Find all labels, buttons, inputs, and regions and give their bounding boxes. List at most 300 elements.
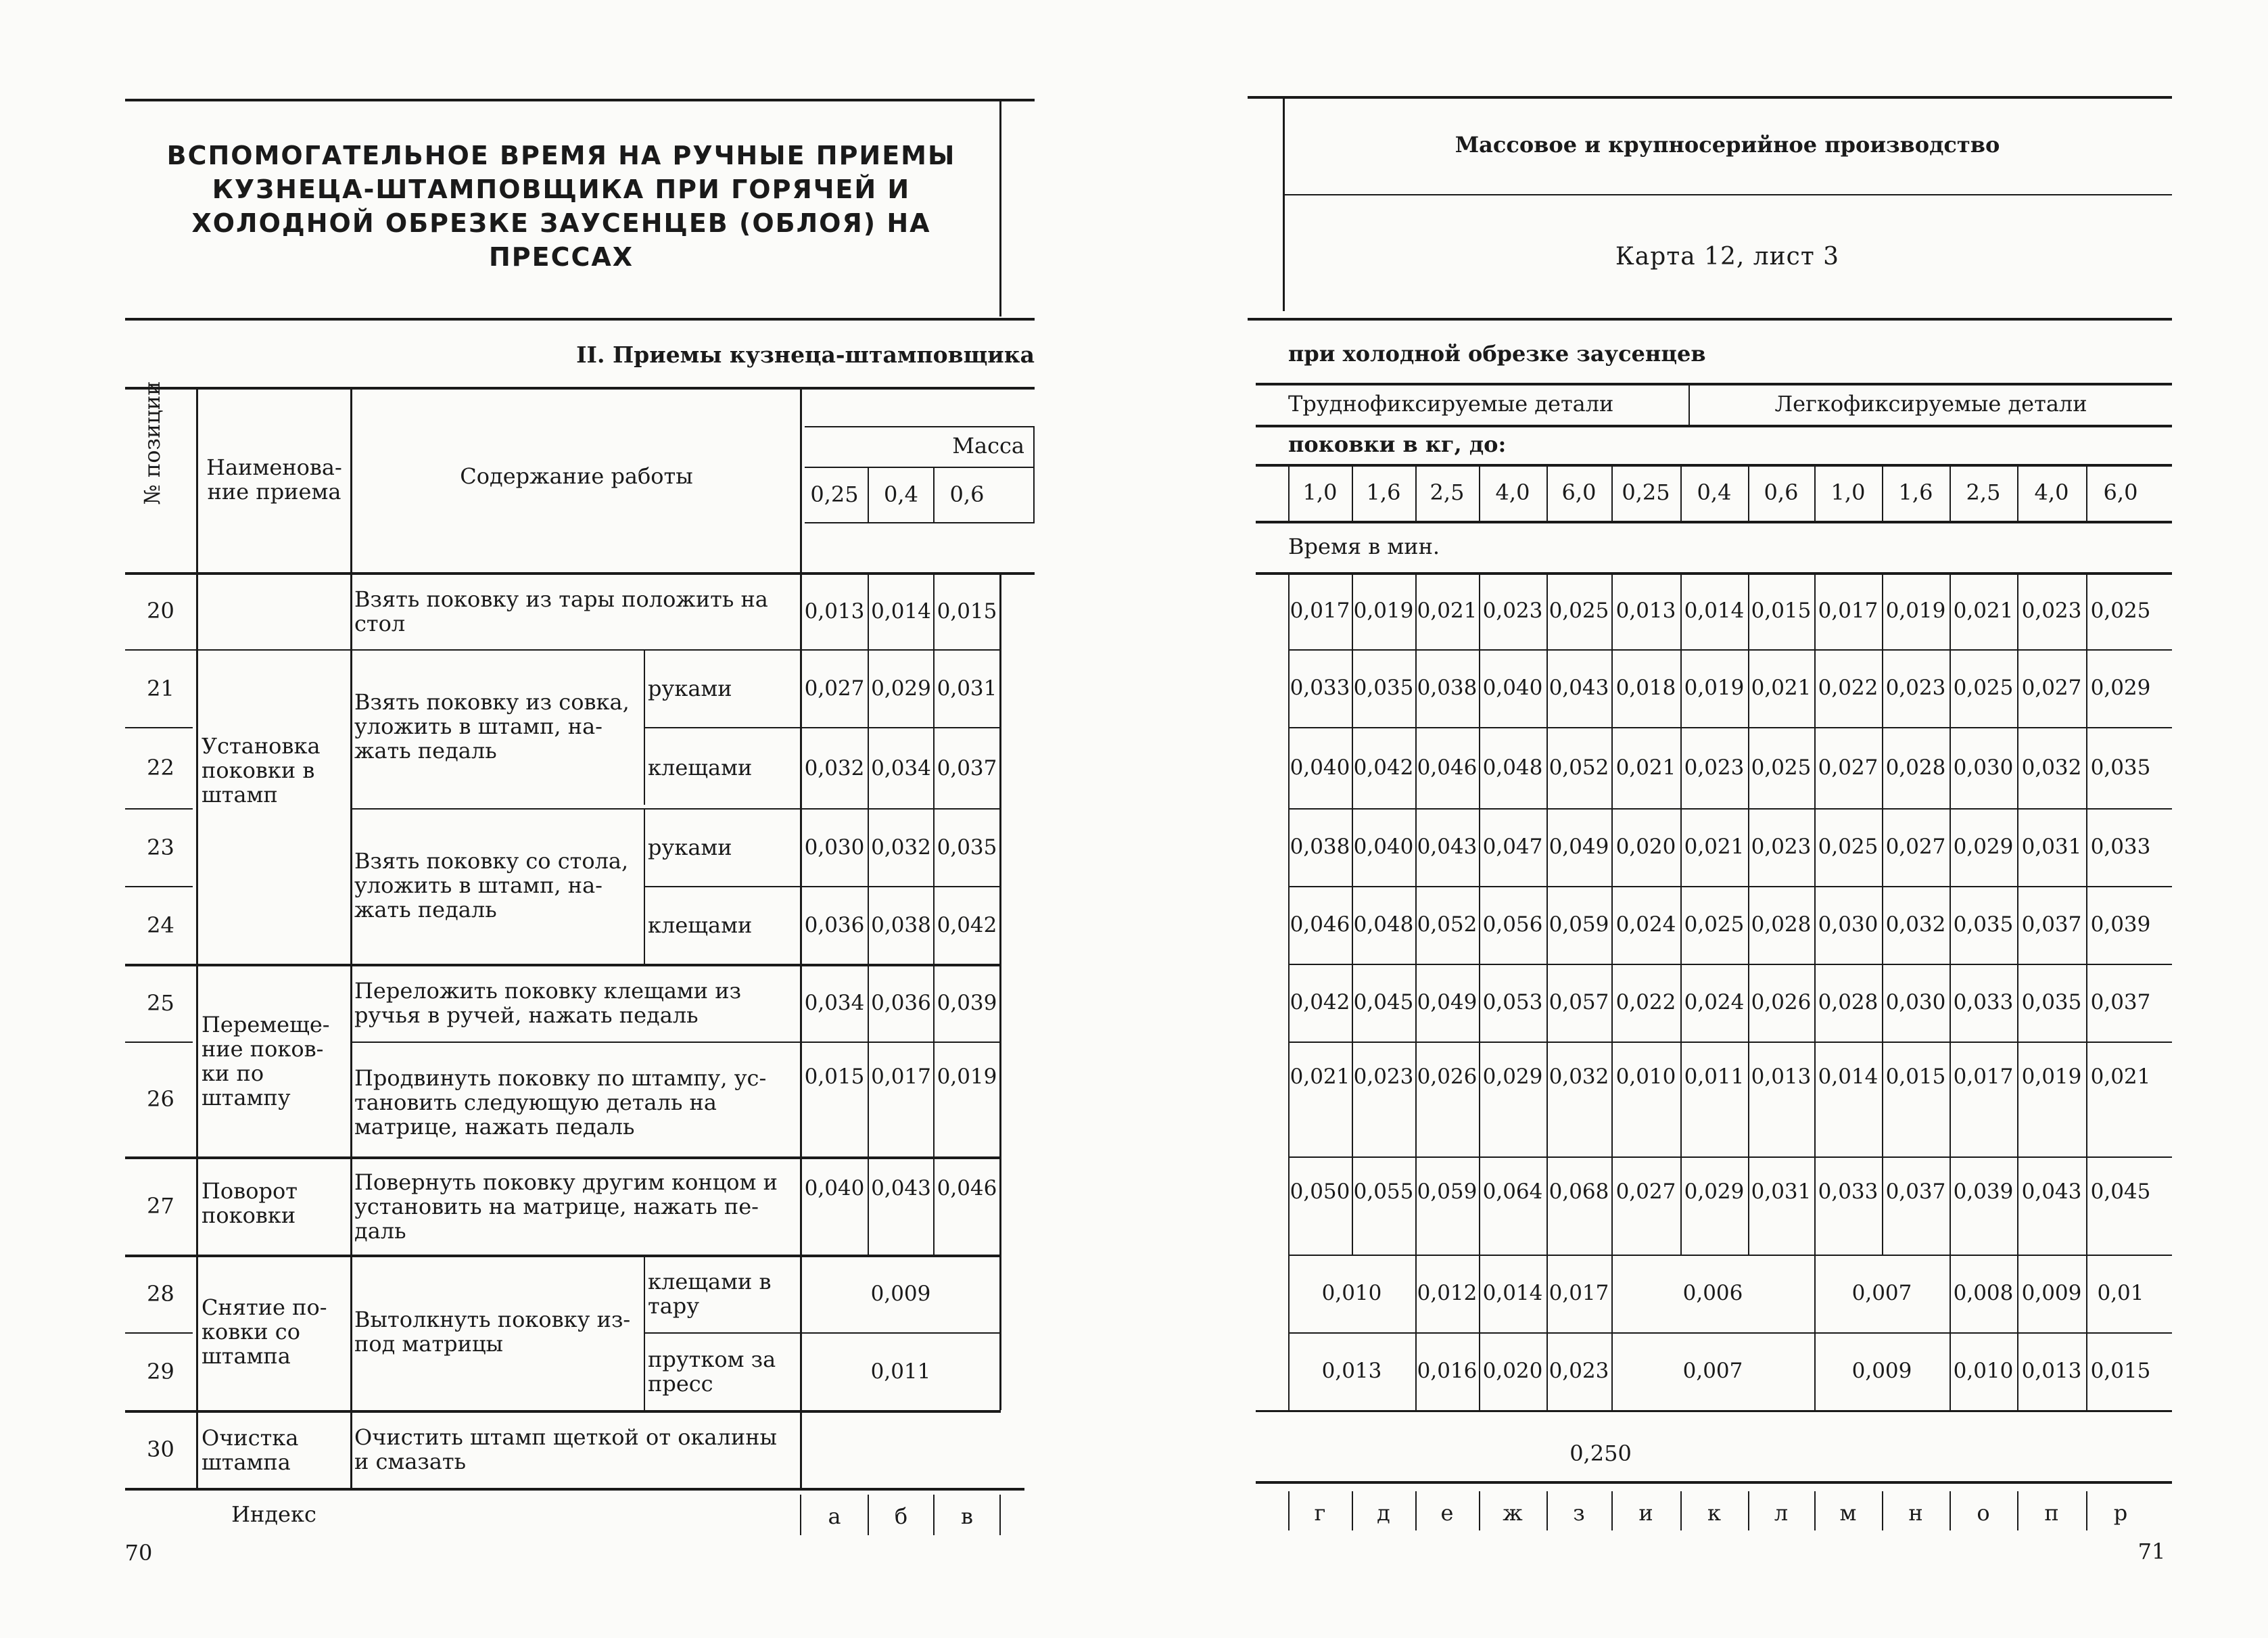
- time-value: 0,038: [1290, 835, 1350, 860]
- time-value: 0,050: [1290, 1179, 1350, 1204]
- col-rule: [1546, 964, 1548, 1042]
- col-rule: [644, 808, 645, 964]
- time-value: 0,046: [1290, 912, 1350, 937]
- time-value: 0,018: [1615, 676, 1676, 701]
- col-rule: [2017, 1255, 2018, 1332]
- col-rule: [999, 572, 1001, 1410]
- index-rule: [1288, 1491, 1290, 1530]
- time-value: 0,009: [1851, 1359, 1912, 1384]
- time-value: 0,021: [1290, 1064, 1350, 1089]
- time-value: 0,020: [1482, 1359, 1543, 1384]
- index-rule: [999, 1495, 1001, 1535]
- col-rule: [1814, 964, 1816, 1042]
- work-content: Продвинуть поковку по штампу, ус-тановить следующую деталь на матрице, нажать педаль: [354, 1065, 767, 1140]
- method: прутком за пресс: [648, 1347, 776, 1397]
- header-top-rule: [1248, 96, 2172, 99]
- col-rule: [1748, 964, 1749, 1042]
- col-rule: [1680, 465, 1682, 521]
- time-value: 0,030: [1953, 755, 2014, 780]
- time-value: 0,009: [2021, 1281, 2082, 1306]
- time-value: 0,040: [1353, 835, 1414, 860]
- method: клещами: [648, 755, 753, 781]
- index-letter: д: [1377, 1500, 1390, 1526]
- col-rule: [1611, 1156, 1613, 1255]
- position-number: 29: [147, 1358, 174, 1384]
- col-rule: [1950, 727, 1951, 808]
- mass-value: 0,6: [949, 482, 985, 508]
- col-rule: [1415, 808, 1417, 886]
- time-value: 0,037: [937, 755, 997, 780]
- time-value: 0,037: [2090, 990, 2151, 1015]
- time-value: 0,043: [1549, 676, 1609, 701]
- time-label: Время в мин.: [1288, 534, 1440, 560]
- col-rule: [933, 572, 935, 1255]
- mass-header-value: 0,4: [1697, 479, 1732, 506]
- time-value: 0,047: [1482, 835, 1543, 860]
- time-value: 0,045: [2090, 1179, 2151, 1204]
- col-rule: [1680, 964, 1682, 1042]
- group-easy: Легкофиксируемые детали: [1774, 391, 2087, 417]
- col-rule: [2086, 727, 2087, 808]
- col-rule: [1546, 1255, 1548, 1332]
- method: клещами в тару: [648, 1269, 772, 1319]
- position-number: 23: [147, 834, 174, 860]
- time-value: 0,021: [1684, 835, 1745, 860]
- col-rule: [1882, 465, 1883, 521]
- mass-header-value: 1,0: [1302, 479, 1338, 506]
- time-value: 0,025: [1549, 598, 1609, 623]
- col-rule: [1950, 1332, 1951, 1410]
- col-rule: [196, 387, 198, 1488]
- time-value: 0,023: [1353, 1064, 1414, 1089]
- method: руками: [648, 834, 732, 860]
- technique-name: Очистка штампа: [202, 1425, 299, 1475]
- col-rule: [2086, 886, 2087, 964]
- col-rule: [2086, 1255, 2087, 1332]
- section-title: II. Приемы кузнеца-штамповщика: [576, 341, 1035, 368]
- col-rule: [1288, 886, 1290, 964]
- position-number: 26: [147, 1086, 174, 1113]
- col-rule: [1680, 886, 1682, 964]
- col-rule: [1546, 572, 1548, 649]
- time-value: 0,021: [2090, 1064, 2151, 1089]
- work-content: Вытолкнуть поковку из-под матрицы: [354, 1307, 631, 1357]
- col-rule: [1288, 964, 1290, 1042]
- time-value: 0,023: [1751, 835, 1812, 860]
- time-value: 0,048: [1482, 755, 1543, 780]
- method: руками: [648, 675, 732, 701]
- position-number: 22: [147, 755, 174, 781]
- col-rule: [933, 467, 935, 522]
- merged-time-value: 0,011: [870, 1359, 931, 1384]
- col-rule: [1352, 886, 1353, 964]
- time-value: 0,027: [1885, 835, 1946, 860]
- group-hard: Труднофиксируемые детали: [1288, 391, 1614, 417]
- col-rule: [1479, 1255, 1480, 1332]
- table-bottom-rule: [125, 1488, 1024, 1491]
- col-rule: [1950, 886, 1951, 964]
- time-value: 0,016: [1417, 1359, 1478, 1384]
- col-rule: [1288, 465, 1290, 521]
- time-value: 0,026: [1751, 990, 1812, 1015]
- subtitle: при холодной обрезке заусенцев: [1288, 341, 1706, 367]
- time-value: 0,023: [1684, 755, 1745, 780]
- col-rule: [1814, 572, 1816, 649]
- col-rule: [1479, 1332, 1480, 1410]
- row-rule: [125, 1410, 1001, 1413]
- time-value: 0,013: [1321, 1359, 1382, 1384]
- position-number: 24: [147, 912, 174, 938]
- time-value: 0,01: [2097, 1281, 2144, 1306]
- col-rule: [1882, 1156, 1883, 1255]
- technique-name: Установка поковки в штамп: [202, 733, 321, 808]
- work-content: Взять поковку из тары положить на стол: [354, 586, 768, 636]
- time-value: 0,029: [871, 676, 931, 701]
- col-rule: [2017, 572, 2018, 649]
- index-rule: [1882, 1491, 1883, 1530]
- time-value: 0,040: [804, 1175, 865, 1200]
- time-value: 0,046: [1417, 755, 1478, 780]
- index-letter: е: [1440, 1500, 1454, 1526]
- time-value: 0,059: [1549, 912, 1609, 937]
- col-rule: [2086, 964, 2087, 1042]
- time-value: 0,022: [1615, 990, 1676, 1015]
- index-letter: и: [1638, 1500, 1653, 1526]
- col-rule: [1611, 886, 1613, 964]
- time-value: 0,027: [2021, 676, 2082, 701]
- col-rule: [1882, 727, 1883, 808]
- col-rule: [350, 387, 352, 1488]
- index-rule: [1415, 1491, 1417, 1530]
- time-value: 0,028: [1885, 755, 1946, 780]
- time-value: 0,015: [2090, 1359, 2151, 1384]
- time-value: 0,017: [1953, 1064, 2014, 1089]
- time-value: 0,010: [1953, 1359, 2014, 1384]
- col-rule: [1415, 465, 1417, 521]
- time-value: 0,012: [1417, 1281, 1478, 1306]
- col-rule: [1479, 1042, 1480, 1156]
- work-content: Взять поковку из совка, уложить в штамп, на-жать педаль: [354, 689, 630, 764]
- index-letter: н: [1908, 1500, 1923, 1526]
- time-value: 0,007: [1851, 1281, 1912, 1306]
- col-rule: [1352, 572, 1353, 649]
- mass-header-value: 2,5: [1966, 479, 2001, 506]
- col-rule: [1288, 1255, 1290, 1332]
- title-top-rule: [125, 99, 1035, 101]
- time-value: 0,025: [1684, 912, 1745, 937]
- col-rule: [1611, 572, 1613, 649]
- col-rule: [1479, 1156, 1480, 1255]
- row30-value: 0,250: [1569, 1441, 1632, 1467]
- mass-header-value: 1,6: [1366, 479, 1401, 506]
- time-value: 0,030: [1885, 990, 1946, 1015]
- time-value: 0,033: [2090, 835, 2151, 860]
- time-value: 0,015: [804, 1064, 865, 1089]
- index-letter: г: [1314, 1500, 1326, 1526]
- time-value: 0,032: [804, 755, 865, 780]
- time-value: 0,068: [1549, 1179, 1609, 1204]
- time-value: 0,049: [1549, 835, 1609, 860]
- merged-time-value: 0,009: [870, 1282, 931, 1307]
- col-rule: [1546, 808, 1548, 886]
- col-rule: [1479, 886, 1480, 964]
- col-rule: [1611, 1042, 1613, 1156]
- col-rule: [1748, 1042, 1749, 1156]
- col-rule: [1882, 808, 1883, 886]
- col-rule: [1680, 1042, 1682, 1156]
- col-rule: [1680, 727, 1682, 808]
- col-rule: [1950, 572, 1951, 649]
- index-letter: п: [2044, 1500, 2059, 1526]
- technique-name: Перемеще-ние поков-ки по штампу: [202, 1012, 330, 1110]
- col-rule: [1479, 465, 1480, 521]
- time-value: 0,029: [1482, 1064, 1543, 1089]
- header-bottom-rule: [1248, 318, 2172, 321]
- col-rule: [2017, 886, 2018, 964]
- position-number: 30: [147, 1436, 174, 1462]
- index-rule: [868, 1495, 869, 1535]
- col-rule: [1814, 1255, 1816, 1332]
- index-rule: [2017, 1491, 2018, 1530]
- time-value: 0,017: [871, 1064, 931, 1089]
- col-rule: [2086, 808, 2087, 886]
- col-rule: [1546, 1332, 1548, 1410]
- time-value: 0,037: [2021, 912, 2082, 937]
- index-letter: а: [828, 1503, 841, 1530]
- mass-value: 0,25: [810, 482, 859, 508]
- time-value: 0,043: [871, 1175, 931, 1200]
- col-rule: [1288, 649, 1290, 727]
- col-rule: [1950, 1255, 1951, 1332]
- col-rule: [1288, 572, 1290, 649]
- time-value: 0,037: [1885, 1179, 1946, 1204]
- index-letter: б: [894, 1503, 908, 1530]
- time-value: 0,019: [1353, 598, 1414, 623]
- col-rule: [1814, 1156, 1816, 1255]
- title-bottom-rule: [125, 318, 1035, 321]
- page-title: ВСПОМОГАТЕЛЬНОЕ ВРЕМЯ НА РУЧНЫЕ ПРИЕМЫ КУЗНЕЦА-ШТАМПОВЩИКА ПРИ ГОРЯЧЕЙ И ХОЛОДНОЙ ОБРЕЗКЕ ЗАУСЕНЦЕВ (ОБЛОЯ) НА ПРЕССАХ: [166, 140, 956, 273]
- time-value: 0,042: [1290, 990, 1350, 1015]
- col-rule: [868, 572, 869, 1255]
- time-value: 0,040: [1290, 755, 1350, 780]
- page-number: 70: [124, 1540, 153, 1566]
- time-value: 0,043: [2021, 1179, 2082, 1204]
- mass-header-value: 0,6: [1764, 479, 1799, 506]
- index-rule: [1814, 1491, 1816, 1530]
- time-value: 0,027: [1615, 1179, 1676, 1204]
- time-value: 0,019: [937, 1064, 997, 1089]
- col-rule: [1546, 649, 1548, 727]
- col-rule: [1288, 1156, 1290, 1255]
- index-letter: р: [2113, 1500, 2128, 1526]
- col-rule: [1352, 465, 1353, 521]
- index-rule: [1546, 1491, 1548, 1530]
- header-mid-rule: [1283, 194, 2172, 195]
- col-rule: [1415, 1156, 1417, 1255]
- col-rule: [2086, 1042, 2087, 1156]
- col-rule: [2017, 1042, 2018, 1156]
- time-value: 0,014: [1684, 598, 1745, 623]
- index-letter: ж: [1503, 1500, 1523, 1526]
- index-letter: о: [1977, 1500, 1990, 1526]
- col-rule: [1288, 1042, 1290, 1156]
- col-rule: [2017, 465, 2018, 521]
- mass-header-value: 1,6: [1898, 479, 1933, 506]
- position-number: 27: [147, 1192, 174, 1219]
- header-position: № позиции: [139, 381, 165, 505]
- time-value: 0,034: [871, 755, 931, 780]
- col-rule: [1479, 727, 1480, 808]
- col-rule: [1950, 964, 1951, 1042]
- time-value: 0,008: [1953, 1281, 2014, 1306]
- production-type: Массовое и крупносерийное производство: [1455, 132, 2000, 158]
- time-value: 0,025: [2090, 598, 2151, 623]
- time-value: 0,045: [1353, 990, 1414, 1015]
- col-rule: [1546, 1156, 1548, 1255]
- col-rule: [1546, 886, 1548, 964]
- time-value: 0,032: [1549, 1064, 1609, 1089]
- right-page: [1134, 0, 2268, 1638]
- time-value: 0,059: [1417, 1179, 1478, 1204]
- time-value: 0,033: [1953, 990, 2014, 1015]
- time-value: 0,023: [1482, 598, 1543, 623]
- time-value: 0,026: [1417, 1064, 1478, 1089]
- mass-bottom-rule: [805, 522, 1035, 523]
- index-rule: [1680, 1491, 1682, 1530]
- index-letter: к: [1707, 1500, 1721, 1526]
- mass-header-value: 1,0: [1830, 479, 1866, 506]
- col-rule: [1546, 727, 1548, 808]
- col-rule: [1546, 1042, 1548, 1156]
- col-rule: [1611, 465, 1613, 521]
- time-value: 0,021: [1751, 676, 1812, 701]
- time-value: 0,014: [871, 599, 931, 624]
- time-value: 0,042: [937, 913, 997, 938]
- col-rule: [1479, 649, 1480, 727]
- index-rule: [1950, 1491, 1951, 1530]
- time-value: 0,015: [1751, 598, 1812, 623]
- time-value: 0,035: [2021, 990, 2082, 1015]
- col-rule: [1882, 886, 1883, 964]
- col-rule: [1814, 808, 1816, 886]
- time-value: 0,033: [1290, 676, 1350, 701]
- work-content: Взять поковку со стола, уложить в штамп, на-жать педаль: [354, 848, 629, 922]
- col-rule: [1415, 1332, 1417, 1410]
- time-value: 0,029: [1684, 1179, 1745, 1204]
- index-rule: [1352, 1491, 1353, 1530]
- col-rule: [1415, 1042, 1417, 1156]
- time-value: 0,048: [1353, 912, 1414, 937]
- time-value: 0,027: [1818, 755, 1879, 780]
- col-rule: [1546, 465, 1548, 521]
- col-rule: [1748, 727, 1749, 808]
- col-rule: [1479, 808, 1480, 886]
- col-rule: [1680, 649, 1682, 727]
- position-number: 25: [147, 989, 174, 1016]
- time-value: 0,046: [937, 1175, 997, 1200]
- time-value: 0,032: [2021, 755, 2082, 780]
- time-value: 0,032: [871, 835, 931, 860]
- time-value: 0,023: [1549, 1359, 1609, 1384]
- time-value: 0,030: [1818, 912, 1879, 937]
- col-rule: [1814, 886, 1816, 964]
- time-value: 0,049: [1417, 990, 1478, 1015]
- time-value: 0,027: [804, 676, 865, 701]
- time-value: 0,035: [1953, 912, 2014, 937]
- time-value: 0,035: [1353, 676, 1414, 701]
- technique-name: Снятие по-ковки со штампа: [202, 1294, 327, 1369]
- col-rule: [1352, 964, 1353, 1042]
- col-rule: [1352, 649, 1353, 727]
- col-rule: [1950, 649, 1951, 727]
- time-value: 0,015: [937, 599, 997, 624]
- position-number: 21: [147, 675, 174, 701]
- time-value: 0,052: [1417, 912, 1478, 937]
- time-value: 0,056: [1482, 912, 1543, 937]
- col-rule: [2017, 808, 2018, 886]
- time-value: 0,040: [1482, 676, 1543, 701]
- col-rule: [1611, 964, 1613, 1042]
- time-value: 0,029: [2090, 676, 2151, 701]
- col-rule: [1611, 1332, 1613, 1410]
- time-value: 0,013: [1615, 598, 1676, 623]
- time-value: 0,015: [1885, 1064, 1946, 1089]
- col-rule: [1288, 808, 1290, 886]
- index-rule: [1479, 1491, 1480, 1530]
- time-value: 0,036: [871, 991, 931, 1016]
- method: клещами: [648, 912, 753, 938]
- time-value: 0,017: [1549, 1281, 1609, 1306]
- col-rule: [1415, 727, 1417, 808]
- time-value: 0,021: [1953, 598, 2014, 623]
- time-value: 0,013: [804, 599, 865, 624]
- time-value: 0,010: [1615, 1064, 1676, 1089]
- col-rule: [1352, 727, 1353, 808]
- index-rule: [800, 1495, 801, 1535]
- header-mass: Масса: [952, 433, 1024, 459]
- time-value: 0,043: [1417, 835, 1478, 860]
- col-rule: [1748, 886, 1749, 964]
- col-rule: [1415, 649, 1417, 727]
- title-right-rule: [999, 99, 1001, 317]
- time-value: 0,019: [1885, 598, 1946, 623]
- col-rule: [1950, 808, 1951, 886]
- time-value: 0,013: [2021, 1359, 2082, 1384]
- time-value: 0,011: [1684, 1064, 1745, 1089]
- col-rule: [868, 467, 869, 522]
- col-rule: [1950, 1042, 1951, 1156]
- time-value: 0,028: [1818, 990, 1879, 1015]
- col-rule: [1748, 808, 1749, 886]
- mass-mid-rule: [805, 467, 1035, 468]
- col-rule: [1748, 649, 1749, 727]
- time-value: 0,020: [1615, 835, 1676, 860]
- index-letter: в: [960, 1503, 973, 1530]
- col-rule: [1479, 964, 1480, 1042]
- time-value: 0,023: [1885, 676, 1946, 701]
- col-rule: [1748, 465, 1749, 521]
- time-value: 0,010: [1321, 1281, 1382, 1306]
- col-rule: [2086, 1332, 2087, 1410]
- time-value: 0,021: [1417, 598, 1478, 623]
- time-value: 0,064: [1482, 1179, 1543, 1204]
- col-rule: [1033, 426, 1035, 522]
- col-rule: [1352, 808, 1353, 886]
- col-rule: [2017, 964, 2018, 1042]
- position-number: 20: [147, 598, 174, 624]
- time-value: 0,039: [2090, 912, 2151, 937]
- time-value: 0,039: [937, 991, 997, 1016]
